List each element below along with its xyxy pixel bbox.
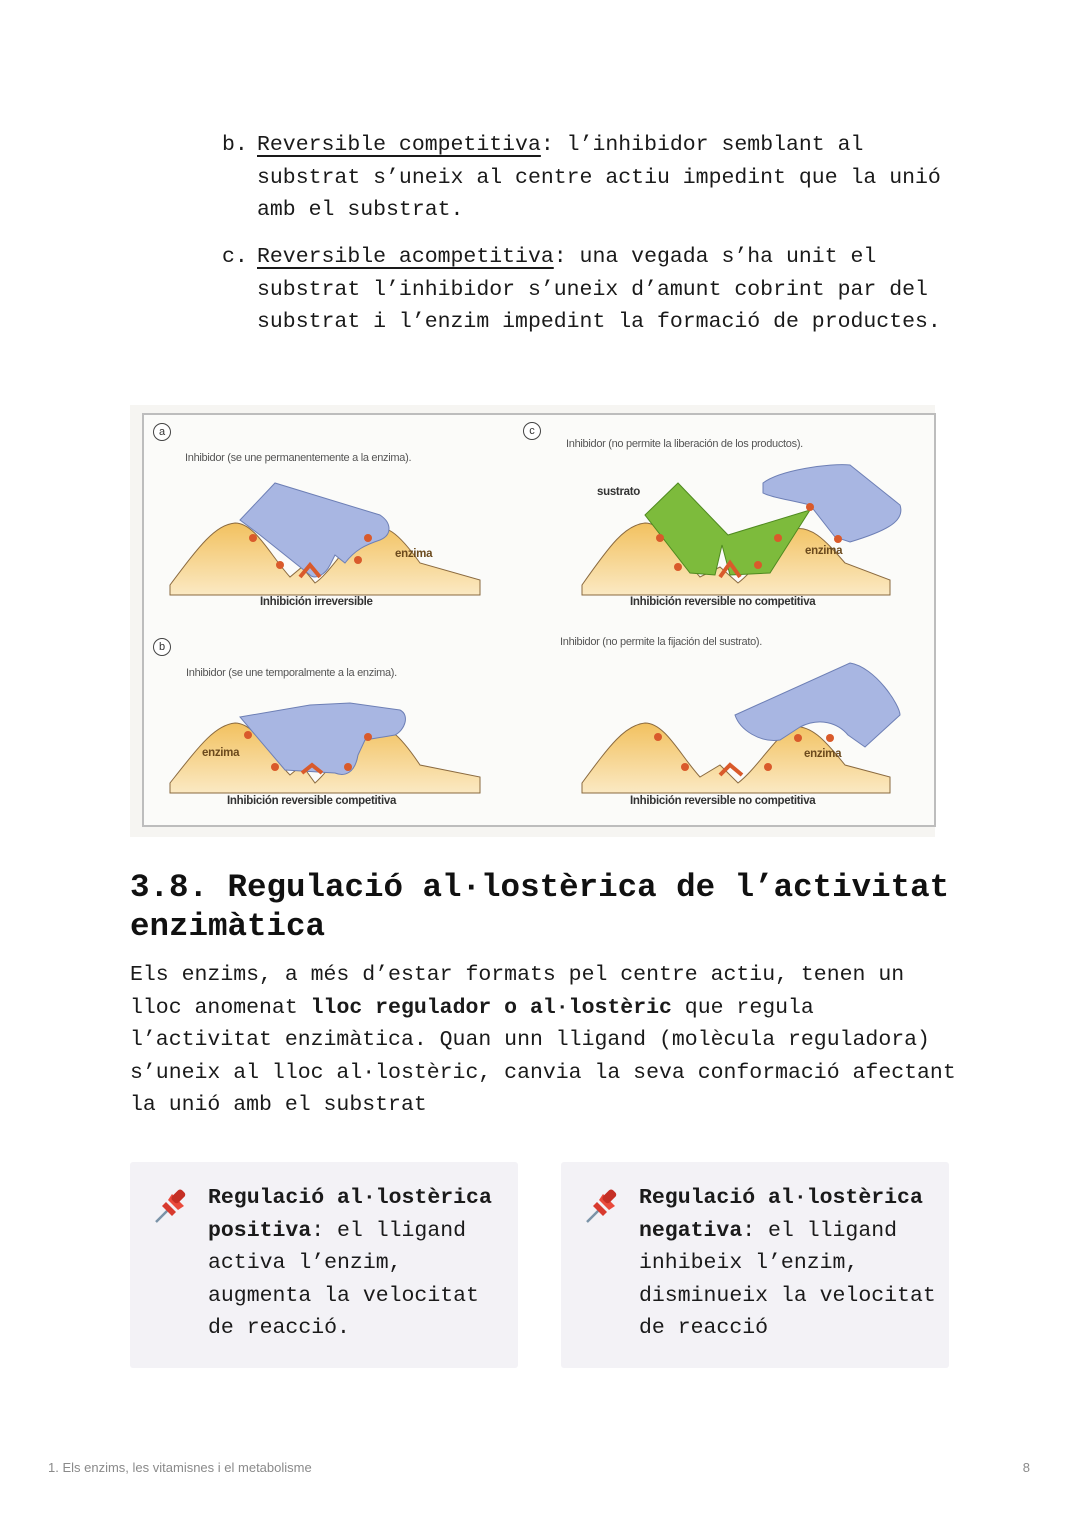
list-text: : l’inhibidor semblant al substrat s’uneix al centre actiu impedint que la unió amb el substrat. [257,133,941,222]
list-term: Reversible competitiva [257,133,541,157]
panel-d-drawing [582,663,900,793]
inhibitor-shape [735,663,900,747]
panel-b-enzyme-label: enzima [202,747,240,759]
panel-b-caption: Inhibición reversible competitiva [227,795,397,807]
callout-title: Regulació al·lostèrica positiva [208,1186,492,1243]
paragraph-bold-term: lloc regulador o al·lostèric [310,995,672,1020]
panel-c-drawing [582,465,901,595]
callout-text [208,1182,508,1345]
panel-c-note: Inhibidor (no permite la liberación de los productos). [566,438,803,450]
binding-site [276,561,284,569]
callout-body: : el lligand activa l’enzim, augmenta la velocitat de reacció. [208,1218,479,1340]
panel-c-substrate-label: sustrato [597,486,640,498]
paragraph-text: Els enzims, a més d’estar formats pel centre actiu, tenen un lloc anomenat [130,963,905,1020]
footer-title: 1. Els enzims, les vitamisnes i el metabolisme [48,1460,312,1475]
panel-a-enzyme-label: enzima [395,548,433,560]
panel-b-note: Inhibidor (se une temporalmente a la enzima). [186,667,397,679]
panel-b-letter: b [153,638,171,656]
section-paragraph [130,959,960,1122]
panel-a-caption: Inhibición irreversible [260,596,373,608]
callout-text [639,1182,939,1345]
section-heading: 3.8. Regulació al·lostèrica de l’activitat enzimàtica [130,869,950,945]
enzyme-inhibition-figure [130,405,935,837]
panel-d-enzyme-label: enzima [804,748,842,760]
list-text: : una vegada s’ha unit el substrat l’inhibidor s’uneix d’amunt cobrint par del substrat i l’enzim impedint la formació de productes. [257,245,941,334]
pushpin-icon [152,1186,192,1226]
callout-title: Regulació al·lostèrica negativa [639,1186,923,1243]
panel-d-note: Inhibidor (no permite la fijación del sustrato). [560,636,763,648]
panel-a-drawing [170,483,480,595]
binding-site [249,534,257,542]
figure-illustration [130,405,935,837]
list-term: Reversible acompetitiva [257,245,554,269]
panel-a-note: Inhibidor (se une permanentemente a la enzima). [185,452,412,464]
callout-negative [561,1162,949,1368]
enzyme-shape [582,723,890,793]
list-marker: b. [222,133,248,157]
panel-c-caption: Inhibición reversible no competitiva [630,596,816,608]
panel-c-letter: c [523,422,541,440]
binding-site [354,556,362,564]
active-site [720,765,742,775]
paragraph-text: que regula l’activitat enzimàtica. Quan unn lligand (molècula reguladora) s’uneix al lloc al·lostèric, canvia la seva conformació afectant la unió amb el substrat [130,995,956,1117]
list-item-b [222,129,962,227]
panel-a-letter: a [153,423,171,441]
pushpin-icon [583,1186,623,1226]
callout-body: : el lligand inhibeix l’enzim, disminueix la velocitat de reacció [639,1218,936,1340]
page-number: 8 [1022,1460,1030,1475]
list-item-c [222,241,962,339]
panel-c-enzyme-label: enzima [805,545,843,557]
panel-d-caption: Inhibición reversible no competitiva [630,795,816,807]
binding-site [364,534,372,542]
callout-positive [130,1162,518,1368]
list-marker: c. [222,245,248,269]
